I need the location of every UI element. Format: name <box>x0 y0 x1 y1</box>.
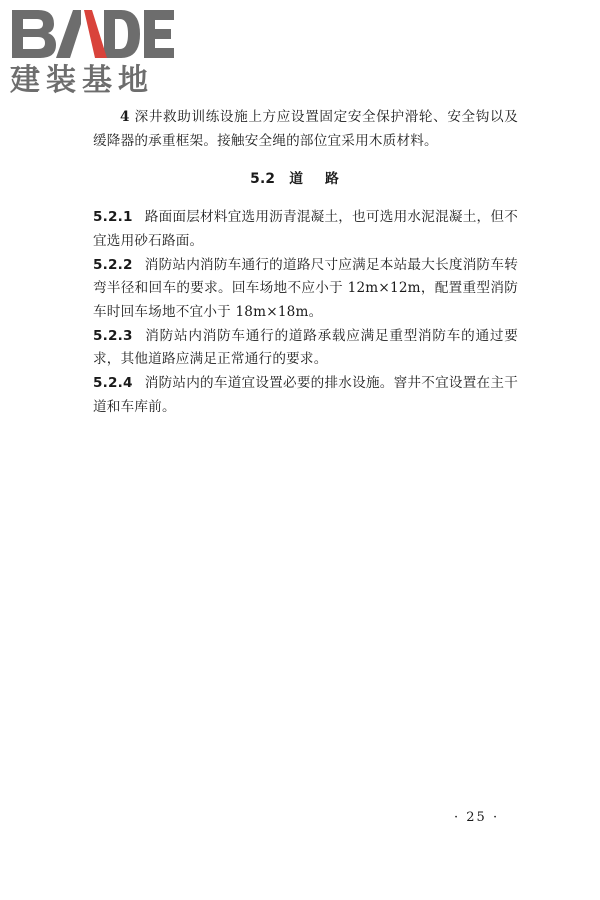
clause-number: 5.2.3 <box>93 327 133 344</box>
logo-subtitle: 建装基地 <box>10 63 154 96</box>
clause-text: 消防站内消防车通行的道路尺寸应满足本站最大长度消防车转弯半径和回车的要求。回车场地不应小于 12m×12m，配置重型消防车时回车场地不宜小于 18m×18m。 <box>93 256 518 320</box>
page-content <box>93 106 518 419</box>
clause-5-2-1 <box>93 206 518 253</box>
section-heading <box>93 168 518 192</box>
bade-logo-icon <box>8 4 178 96</box>
section-title: 道路 <box>289 171 361 188</box>
section-number: 5.2 <box>250 171 276 188</box>
item-4-text: 深井救助训练设施上方应设置固定安全保护滑轮、安全钩以及缓降器的承重框架。接触安全绳的部位宜采用木质材料。 <box>93 109 518 149</box>
clause-number: 5.2.4 <box>93 375 133 392</box>
clause-5-2-2 <box>93 254 518 325</box>
clause-5-2-4 <box>93 372 518 419</box>
clause-text: 消防站内消防车通行的道路承载应满足重型消防车的通过要求，其他道路应满足正常通行的要求。 <box>93 327 518 368</box>
clause-text: 消防站内的车道宜设置必要的排水设施。窨井不宜设置在主干道和车库前。 <box>93 375 518 415</box>
page-number: · 25 · <box>454 810 500 825</box>
clause-5-2-3 <box>93 325 518 372</box>
brand-logo <box>8 4 178 96</box>
clause-number: 5.2.2 <box>93 256 133 273</box>
item-4 <box>93 106 518 153</box>
clause-number: 5.2.1 <box>93 209 133 226</box>
clause-text: 路面面层材料宜选用沥青混凝土，也可选用水泥混凝土，但不宜选用砂石路面。 <box>93 209 518 249</box>
item-4-number: 4 <box>120 109 130 125</box>
